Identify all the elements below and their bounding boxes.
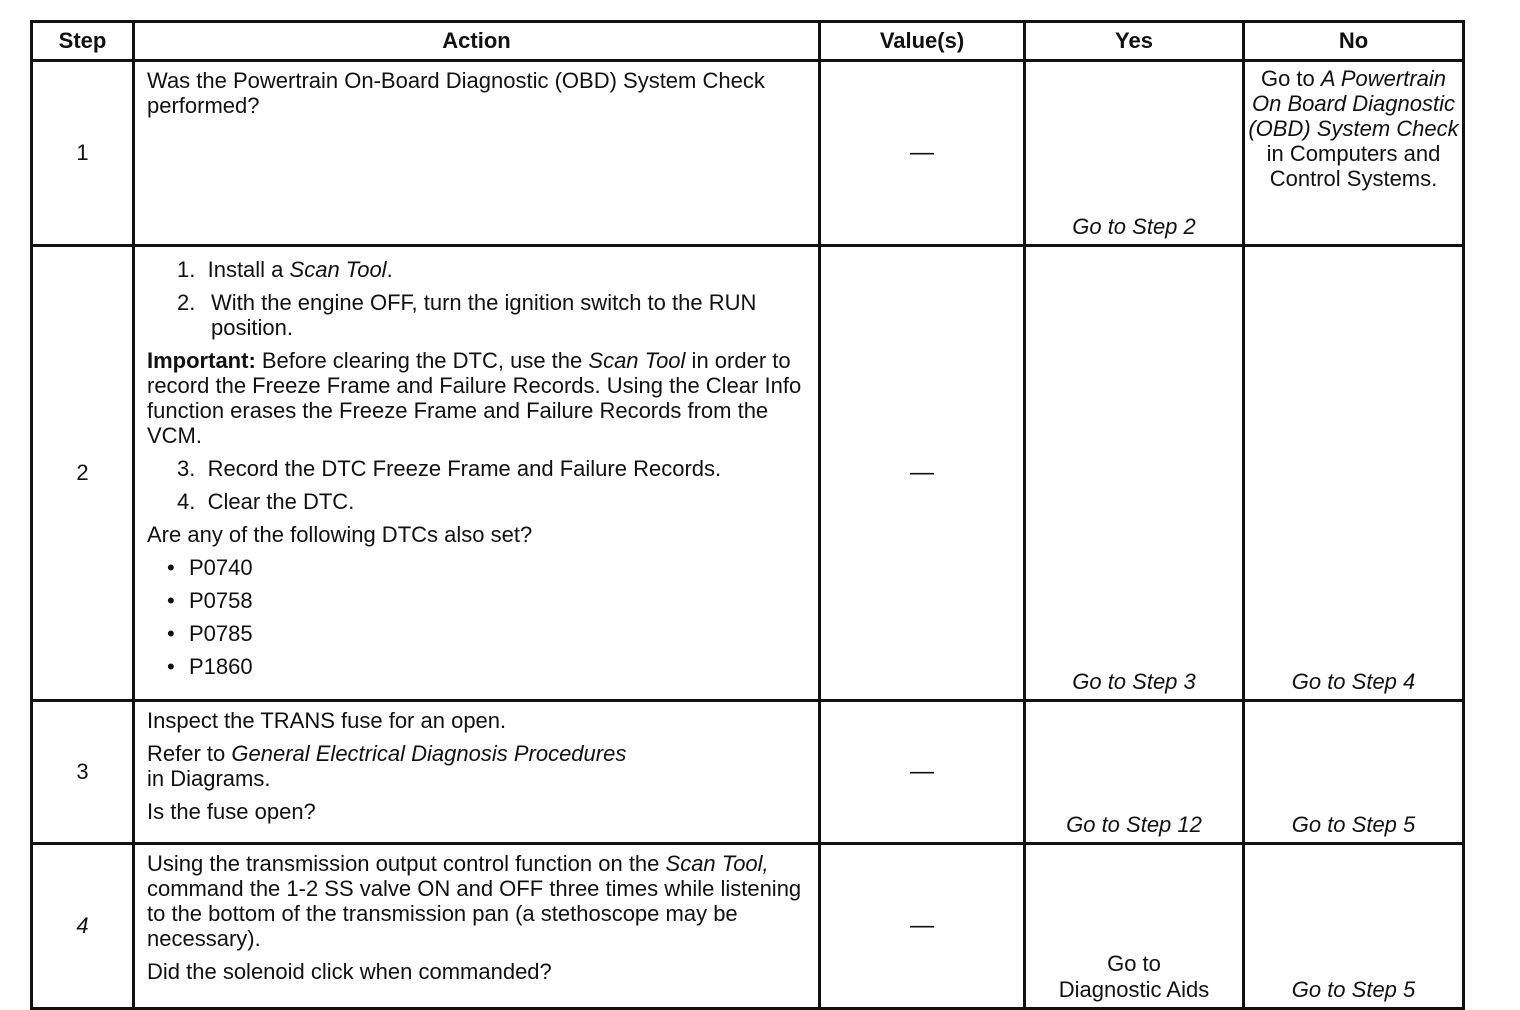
header-action: Action	[134, 22, 820, 61]
table-row	[32, 701, 1464, 844]
dtc-list	[147, 555, 808, 679]
no-cell	[1244, 701, 1464, 844]
no-goto: Go to Step 5	[1291, 812, 1416, 837]
dtc-code: • P0740	[189, 555, 808, 580]
step-number: 1	[32, 61, 134, 246]
procedure-list	[147, 257, 808, 340]
procedure-step	[171, 456, 808, 481]
no-suffix: in Computers and Control Systems.	[1266, 141, 1441, 191]
no-goto: Go to Step 5	[1291, 977, 1416, 1002]
value-cell: —	[820, 701, 1025, 844]
action-cell	[134, 61, 820, 246]
yes-cell	[1025, 844, 1244, 1009]
procedure-text: With the engine OFF, turn the ignition switch to the RUN position.	[211, 290, 757, 340]
procedure-number: 4.	[177, 489, 196, 514]
yes-goto: Go to Step 12	[1066, 812, 1202, 837]
step-number: 4	[32, 844, 134, 1009]
procedure-step	[171, 257, 808, 282]
action-text-start: Using the transmission output control function on the	[147, 851, 666, 876]
procedure-text-end: .	[386, 257, 393, 282]
dtc-code: • P1860	[189, 654, 808, 679]
no-cell	[1244, 61, 1464, 246]
table-row	[32, 61, 1464, 246]
dtc-code: • P0785	[189, 621, 808, 646]
procedure-number: 2.	[177, 290, 196, 315]
yes-goto: Go to Step 3	[1072, 669, 1196, 694]
action-reference	[147, 741, 808, 791]
action-text: Inspect the TRANS fuse for an open.	[147, 708, 507, 733]
action-cell	[134, 844, 820, 1009]
reference-suffix: in Diagrams.	[147, 766, 271, 791]
yes-cell	[1025, 61, 1244, 246]
procedure-text: Record the DTC Freeze Frame and Failure Records.	[207, 456, 722, 481]
header-step: Step	[32, 22, 134, 61]
action-question: Are any of the following DTCs also set?	[147, 522, 533, 547]
no-cell	[1244, 844, 1464, 1009]
action-question: Is the fuse open?	[147, 799, 316, 824]
action-text	[147, 851, 808, 951]
yes-goto-line2: Diagnostic Aids	[1058, 977, 1210, 1002]
action-cell	[134, 246, 820, 701]
header-no: No	[1244, 22, 1464, 61]
yes-goto-line1: Go to	[1107, 951, 1161, 976]
header-row	[32, 22, 1464, 61]
procedure-step	[171, 489, 808, 514]
action-cell	[134, 701, 820, 844]
reference-title: General Electrical Diagnosis Procedures	[231, 741, 627, 766]
procedure-italic: Scan Tool	[289, 257, 387, 282]
yes-cell	[1025, 701, 1244, 844]
step-number: 2	[32, 246, 134, 701]
value-cell: —	[820, 844, 1025, 1009]
no-reference: A Powertrain On Board Diagnostic (OBD) System Check	[1248, 66, 1459, 141]
procedure-number: 3.	[177, 456, 196, 481]
no-prefix: Go to	[1260, 66, 1321, 91]
important-note	[147, 348, 808, 448]
action-italic: Scan Tool,	[665, 851, 769, 876]
action-text: Was the Powertrain On-Board Diagnostic (OBD) System Check performed?	[147, 68, 765, 118]
procedure-list	[147, 456, 808, 514]
table-row	[32, 246, 1464, 701]
yes-goto	[1026, 951, 1242, 1003]
yes-goto: Go to Step 2	[1072, 214, 1196, 239]
no-goto: Go to Step 4	[1291, 669, 1416, 694]
important-text-end: in order to record the Freeze Frame and Failure Records. Using the Clear Info function erases the Freeze Frame and Failure Records from the VCM.	[147, 348, 802, 448]
no-cell	[1244, 246, 1464, 701]
reference-prefix: Refer to	[147, 741, 232, 766]
value-cell: —	[820, 246, 1025, 701]
action-text-end: command the 1-2 SS valve ON and OFF three times while listening to the bottom of the transmission pan (a stethoscope may be necessary).	[147, 876, 802, 951]
yes-cell	[1025, 246, 1244, 701]
action-question: Did the solenoid click when commanded?	[147, 959, 552, 984]
dtc-code: • P0758	[189, 588, 808, 613]
value-cell: —	[820, 61, 1025, 246]
diagnostic-table	[30, 20, 1465, 1010]
procedure-step	[171, 290, 808, 340]
step-number: 3	[32, 701, 134, 844]
header-yes: Yes	[1025, 22, 1244, 61]
table-row	[32, 844, 1464, 1009]
important-text: Before clearing the DTC, use the	[255, 348, 589, 373]
procedure-text: Clear the DTC.	[207, 489, 355, 514]
important-label: Important:	[147, 348, 256, 373]
procedure-text: Install a	[207, 257, 290, 282]
important-italic: Scan Tool	[588, 348, 686, 373]
header-values: Value(s)	[820, 22, 1025, 61]
procedure-number: 1.	[177, 257, 196, 282]
